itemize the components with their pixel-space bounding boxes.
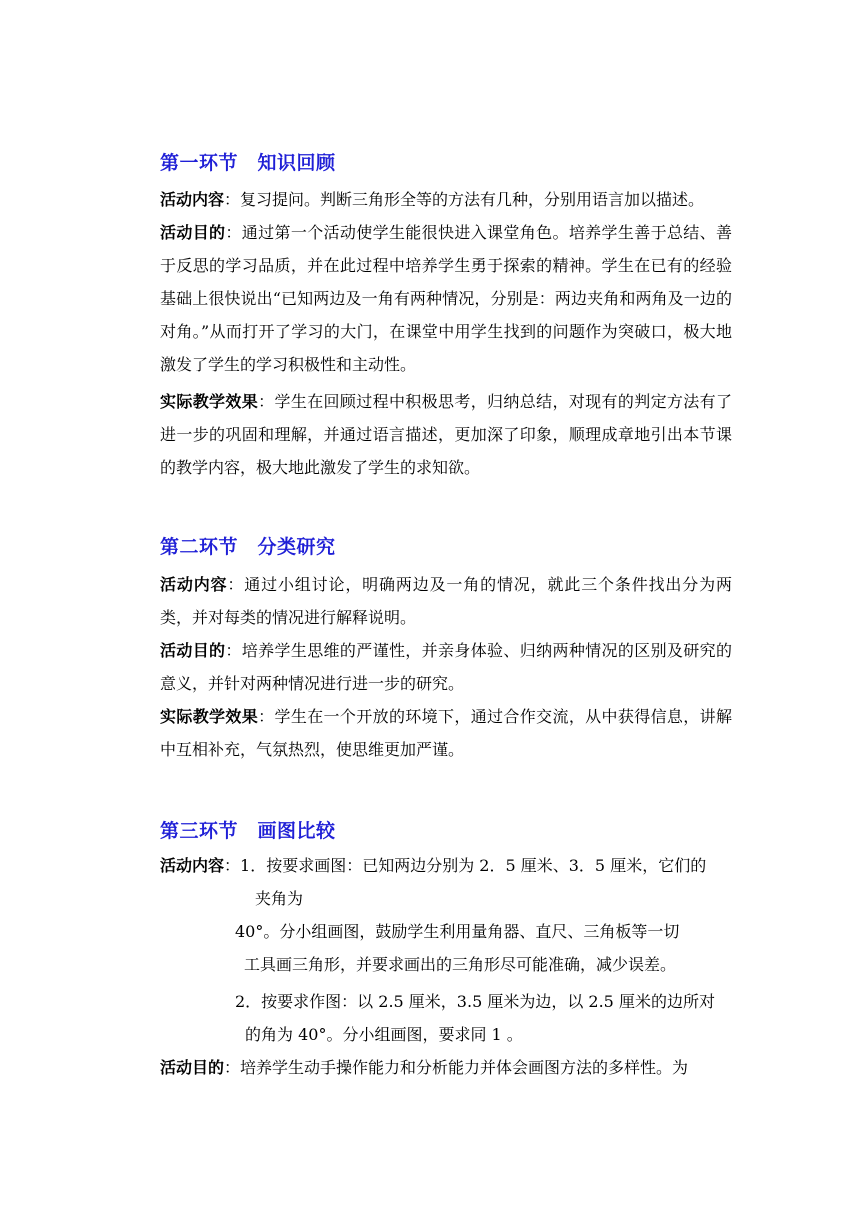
section-3-activity-content-line-1: 活动内容：1．按要求画图：已知两边分别为 2．5 厘米、3．5 厘米，它们的 [160, 856, 707, 875]
item-1-line-3: 40°。分小组画图，鼓励学生利用量角器、直尺、三角板等一切 [235, 922, 680, 941]
activity-purpose-text: 培养学生动手操作能力和分析能力并体会画图方法的多样性。为 [240, 1058, 689, 1077]
activity-purpose-text: 培养学生思维的严谨性，并亲身体验、归纳两种情况的区别及研究的意义，并针对两种情况进行进一步的研究。 [160, 641, 732, 693]
item-1-line-4: 工具画三角形，并要求画出的三角形尽可能准确，减少误差。 [244, 955, 677, 974]
section-3-heading: 第三环节 画图比较 [160, 820, 336, 842]
activity-content-text: 通过小组讨论，明确两边及一角的情况，就此三个条件找出分为两类，并对每类的情况进行解释说明。 [160, 575, 732, 627]
teaching-effect-label: 实际教学效果 [160, 392, 259, 411]
activity-content-label: 活动内容 [160, 856, 225, 875]
item-1-line-2: 夹角为 [255, 889, 304, 908]
section-1-heading: 第一环节 知识回顾 [160, 152, 336, 174]
section-1-activity-purpose: 活动目的：通过第一个活动使学生能很快进入课堂角色。培养学生善于总结、善于反思的学习品质，并在此过程中培养学生勇于探索的精神。学生在已有的经验基础上很快说出“已知两边及一角有两种情况，分别是：两边夹角和两角及一边的对角。”从而打开了学习的大门，在课堂中用学生找到的问题作为突破口，极大地激发了学生的学习积极性和主动性。 [160, 223, 732, 374]
section-3-activity-purpose: 活动目的：培养学生动手操作能力和分析能力并体会画图方法的多样性。为 [160, 1058, 689, 1077]
activity-purpose-label: 活动目的 [160, 1058, 225, 1077]
activity-purpose-label: 活动目的 [160, 223, 226, 242]
teaching-effect-text: 学生在一个开放的环境下，通过合作交流，从中获得信息，讲解中互相补充，气氛热烈，使思维更加严谨。 [160, 707, 732, 759]
teaching-effect-label: 实际教学效果 [160, 707, 259, 726]
activity-purpose-text: 通过第一个活动使学生能很快进入课堂角色。培养学生善于总结、善于反思的学习品质，并在此过程中培养学生勇于探索的精神。学生在已有的经验基础上很快说出“已知两边及一角有两种情况，分别是：两边夹角和两角及一边的对角。”从而打开了学习的大门，在课堂中用学生找到的问题作为突破口，极大地激发了学生的学习积极性和主动性。 [160, 223, 732, 374]
item-2-line-1: 2．按要求作图：以 2.5 厘米，3.5 厘米为边，以 2.5 厘米的边所对 [235, 992, 715, 1011]
activity-purpose-label: 活动目的 [160, 641, 226, 660]
activity-content-label: 活动内容 [160, 575, 228, 594]
item-1-text: 1．按要求画图：已知两边分别为 2．5 厘米、3．5 厘米，它们的 [240, 856, 707, 875]
teaching-effect-text: 学生在回顾过程中积极思考，归纳总结，对现有的判定方法有了进一步的巩固和理解，并通过语言描述，更加深了印象，顺理成章地引出本节课的教学内容，极大地此激发了学生的求知欲。 [160, 392, 732, 477]
section-1-teaching-effect: 实际教学效果：学生在回顾过程中积极思考，归纳总结，对现有的判定方法有了进一步的巩固和理解，并通过语言描述，更加深了印象，顺理成章地引出本节课的教学内容，极大地此激发了学生的求知欲。 [160, 392, 732, 477]
activity-content-label: 活动内容 [160, 190, 225, 209]
section-1-activity-content: 活动内容：复习提问。判断三角形全等的方法有几种，分别用语言加以描述。 [160, 190, 705, 209]
section-2-activity-purpose: 活动目的：培养学生思维的严谨性，并亲身体验、归纳两种情况的区别及研究的意义，并针对两种情况进行进一步的研究。 [160, 641, 732, 693]
section-2-heading: 第二环节 分类研究 [160, 536, 336, 558]
item-2-line-2: 的角为 40°。分小组画图，要求同 1 。 [245, 1025, 523, 1044]
section-2-teaching-effect: 实际教学效果：学生在一个开放的环境下，通过合作交流，从中获得信息，讲解中互相补充，气氛热烈，使思维更加严谨。 [160, 707, 732, 759]
activity-content-text: 复习提问。判断三角形全等的方法有几种，分别用语言加以描述。 [240, 190, 705, 209]
section-2-activity-content: 活动内容：通过小组讨论，明确两边及一角的情况，就此三个条件找出分为两类，并对每类的情况进行解释说明。 [160, 575, 732, 627]
